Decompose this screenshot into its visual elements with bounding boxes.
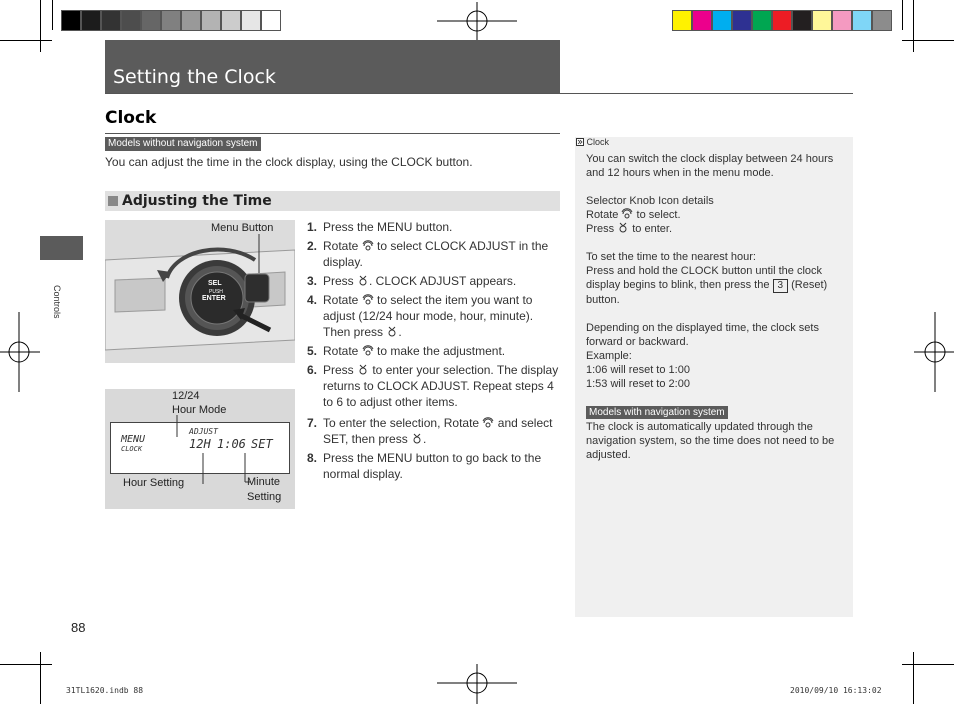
sidebar-heading xyxy=(576,137,609,147)
step-number: 4. xyxy=(307,293,318,307)
page-number: 88 xyxy=(71,620,86,635)
gray-swatch xyxy=(141,10,161,31)
lcd-set: SET xyxy=(251,437,273,451)
step-text: Press xyxy=(323,363,358,377)
step-4 xyxy=(307,292,562,340)
knob-label-push: PUSH xyxy=(209,289,223,295)
example-label: Example: xyxy=(586,350,632,362)
knob-illustration xyxy=(105,220,295,363)
section-rule xyxy=(105,133,560,134)
subsection-heading: Adjusting the Time xyxy=(122,193,272,209)
sidebar-paragraph xyxy=(586,250,844,307)
label-minute: Minute xyxy=(247,476,281,488)
color-swatch xyxy=(772,10,792,31)
step-text: to select CLOCK ADJUST in the display. xyxy=(323,239,549,269)
step-8 xyxy=(307,450,562,482)
gray-swatch xyxy=(61,10,81,31)
registration-mark-left xyxy=(0,312,40,392)
sidebar-heading-text: Clock xyxy=(586,137,610,147)
side-tab-label: Controls xyxy=(52,285,62,319)
crop-mark xyxy=(913,652,914,704)
sidebar-paragraph: You can switch the clock display between 24 hours and 12 hours when in the menu mode. xyxy=(586,153,834,179)
step-7 xyxy=(307,415,562,447)
gray-swatch xyxy=(201,10,221,31)
color-swatch xyxy=(672,10,692,31)
color-swatch xyxy=(712,10,732,31)
page-title: Setting the Clock xyxy=(113,66,276,88)
lcd-clock: CLOCK xyxy=(121,445,143,453)
step-1 xyxy=(307,219,562,235)
menu-button-callout: Menu Button xyxy=(211,222,274,234)
press-knob-icon xyxy=(386,326,398,337)
step-number: 5. xyxy=(307,344,318,358)
step-5 xyxy=(307,343,562,359)
crop-mark xyxy=(902,664,954,665)
crop-mark xyxy=(40,0,41,52)
crop-mark xyxy=(0,40,52,41)
sidebar-paragraph: The clock is automatically updated through the navigation system, so the time does not need to be adjusted. xyxy=(586,421,835,461)
lcd-time: 1:06 xyxy=(217,437,246,451)
step-text: . xyxy=(423,432,427,446)
gray-swatch xyxy=(101,10,121,31)
step-text: Rotate xyxy=(323,293,362,307)
step-number: 1. xyxy=(307,220,318,234)
footer-timestamp: 2010/09/10 16:13:02 xyxy=(790,686,882,695)
step-3 xyxy=(307,273,562,289)
gray-swatch xyxy=(221,10,241,31)
gray-swatch xyxy=(121,10,141,31)
grayscale-calibration-bar xyxy=(61,10,281,31)
crop-mark xyxy=(902,40,954,41)
section-heading: Clock xyxy=(105,108,157,128)
rotate-knob-icon xyxy=(362,240,374,251)
gray-swatch xyxy=(261,10,281,31)
gray-swatch xyxy=(161,10,181,31)
sidebar-paragraph xyxy=(586,194,844,236)
step-text: and select SET, then press xyxy=(323,416,553,446)
preset-3-key: 3 xyxy=(773,279,789,293)
nearest-hour-text-end: (Reset) button. xyxy=(586,279,828,306)
press-knob-icon xyxy=(357,275,369,286)
lcd-12h: 12H xyxy=(189,437,211,451)
footer-file-info: 31TL1620.indb 88 xyxy=(66,686,144,695)
clock-display-illustration xyxy=(105,389,295,509)
crop-mark xyxy=(902,0,903,30)
lcd-menu: MENU xyxy=(121,434,146,445)
gray-swatch xyxy=(181,10,201,31)
title-rule xyxy=(105,93,853,94)
color-swatch xyxy=(692,10,712,31)
step-text: to enter your selection. The display returns to CLOCK ADJUST. Repeat steps 4 to 6 to adjust other items. xyxy=(323,363,559,409)
step-number: 3. xyxy=(307,274,318,288)
registration-mark-top xyxy=(437,2,517,42)
press-knob-icon xyxy=(617,222,629,233)
forward-backward-text: Depending on the displayed time, the clock sets forward or backward. xyxy=(586,322,819,348)
gray-swatch xyxy=(81,10,101,31)
step-number: 7. xyxy=(307,416,318,430)
gray-swatch xyxy=(241,10,261,31)
rotate-knob-icon xyxy=(362,294,374,305)
registration-mark-right xyxy=(914,312,954,392)
color-swatch xyxy=(752,10,772,31)
color-calibration-bar xyxy=(672,10,892,31)
knob-label-enter: ENTER xyxy=(202,295,226,302)
color-swatch xyxy=(832,10,852,31)
press-line-a: Press xyxy=(586,223,618,235)
lcd-adjust: ADJUST xyxy=(189,427,218,436)
rotate-knob-icon xyxy=(482,417,494,428)
label-hour-setting: Hour Setting xyxy=(123,477,185,489)
steps-list xyxy=(307,219,562,485)
example-1: 1:06 will reset to 1:00 xyxy=(586,364,690,376)
press-knob-icon xyxy=(357,364,369,375)
step-text: . xyxy=(398,325,402,339)
crop-mark xyxy=(0,664,52,665)
press-line-b: to enter. xyxy=(629,223,672,235)
color-swatch xyxy=(872,10,892,31)
sidebar-body xyxy=(586,152,844,476)
label-12-24: 12/24 xyxy=(172,390,200,402)
step-number: 8. xyxy=(307,451,318,465)
model-tag: Models without navigation system xyxy=(105,137,261,151)
rotate-line-b: to select. xyxy=(633,209,681,221)
knob-drawing xyxy=(105,220,295,363)
nearest-hour-title: To set the time to the nearest hour: xyxy=(586,251,756,263)
step-2 xyxy=(307,238,562,270)
step-number: 2. xyxy=(307,239,318,253)
step-6 xyxy=(307,362,562,410)
reference-arrow-icon xyxy=(576,138,584,146)
step-text: Press the MENU button to go back to the normal display. xyxy=(323,451,542,481)
rotate-knob-icon xyxy=(362,345,374,356)
color-swatch xyxy=(852,10,872,31)
crop-mark xyxy=(52,0,53,30)
step-text: To enter the selection, Rotate xyxy=(323,416,483,430)
step-number: 6. xyxy=(307,363,318,377)
step-text: Press the MENU button. xyxy=(323,220,453,234)
rotate-knob-icon xyxy=(621,208,633,219)
nearest-hour-text: Press and hold the CLOCK button until the clock display begins to blink, then press the xyxy=(586,265,823,291)
step-text: Press xyxy=(323,274,358,288)
label-hour-mode: Hour Mode xyxy=(172,404,227,416)
rotate-line-a: Rotate xyxy=(586,209,622,221)
knob-details-title: Selector Knob Icon details xyxy=(586,195,714,207)
step-text: to make the adjustment. xyxy=(373,344,506,358)
crop-mark xyxy=(913,0,914,52)
color-swatch xyxy=(812,10,832,31)
step-text: Rotate xyxy=(323,344,362,358)
intro-text: You can adjust the time in the clock display, using the CLOCK button. xyxy=(105,155,473,169)
registration-mark-bottom xyxy=(437,664,517,704)
sidebar-paragraph xyxy=(586,321,844,391)
crop-mark xyxy=(40,652,41,704)
nav-model-tag: Models with navigation system xyxy=(586,406,728,419)
step-text: Rotate xyxy=(323,239,362,253)
label-setting: Setting xyxy=(247,491,282,503)
step-text: to select the item you want to adjust (12/24 hour mode, hour, minute). Then press xyxy=(323,293,534,339)
color-swatch xyxy=(792,10,812,31)
subsection-square-icon xyxy=(108,196,118,206)
step-text: . CLOCK ADJUST appears. xyxy=(369,274,517,288)
press-knob-icon xyxy=(411,433,423,444)
side-tab xyxy=(40,236,83,260)
color-swatch xyxy=(732,10,752,31)
example-2: 1:53 will reset to 2:00 xyxy=(586,378,690,390)
knob-label-sel: SEL xyxy=(208,280,222,287)
